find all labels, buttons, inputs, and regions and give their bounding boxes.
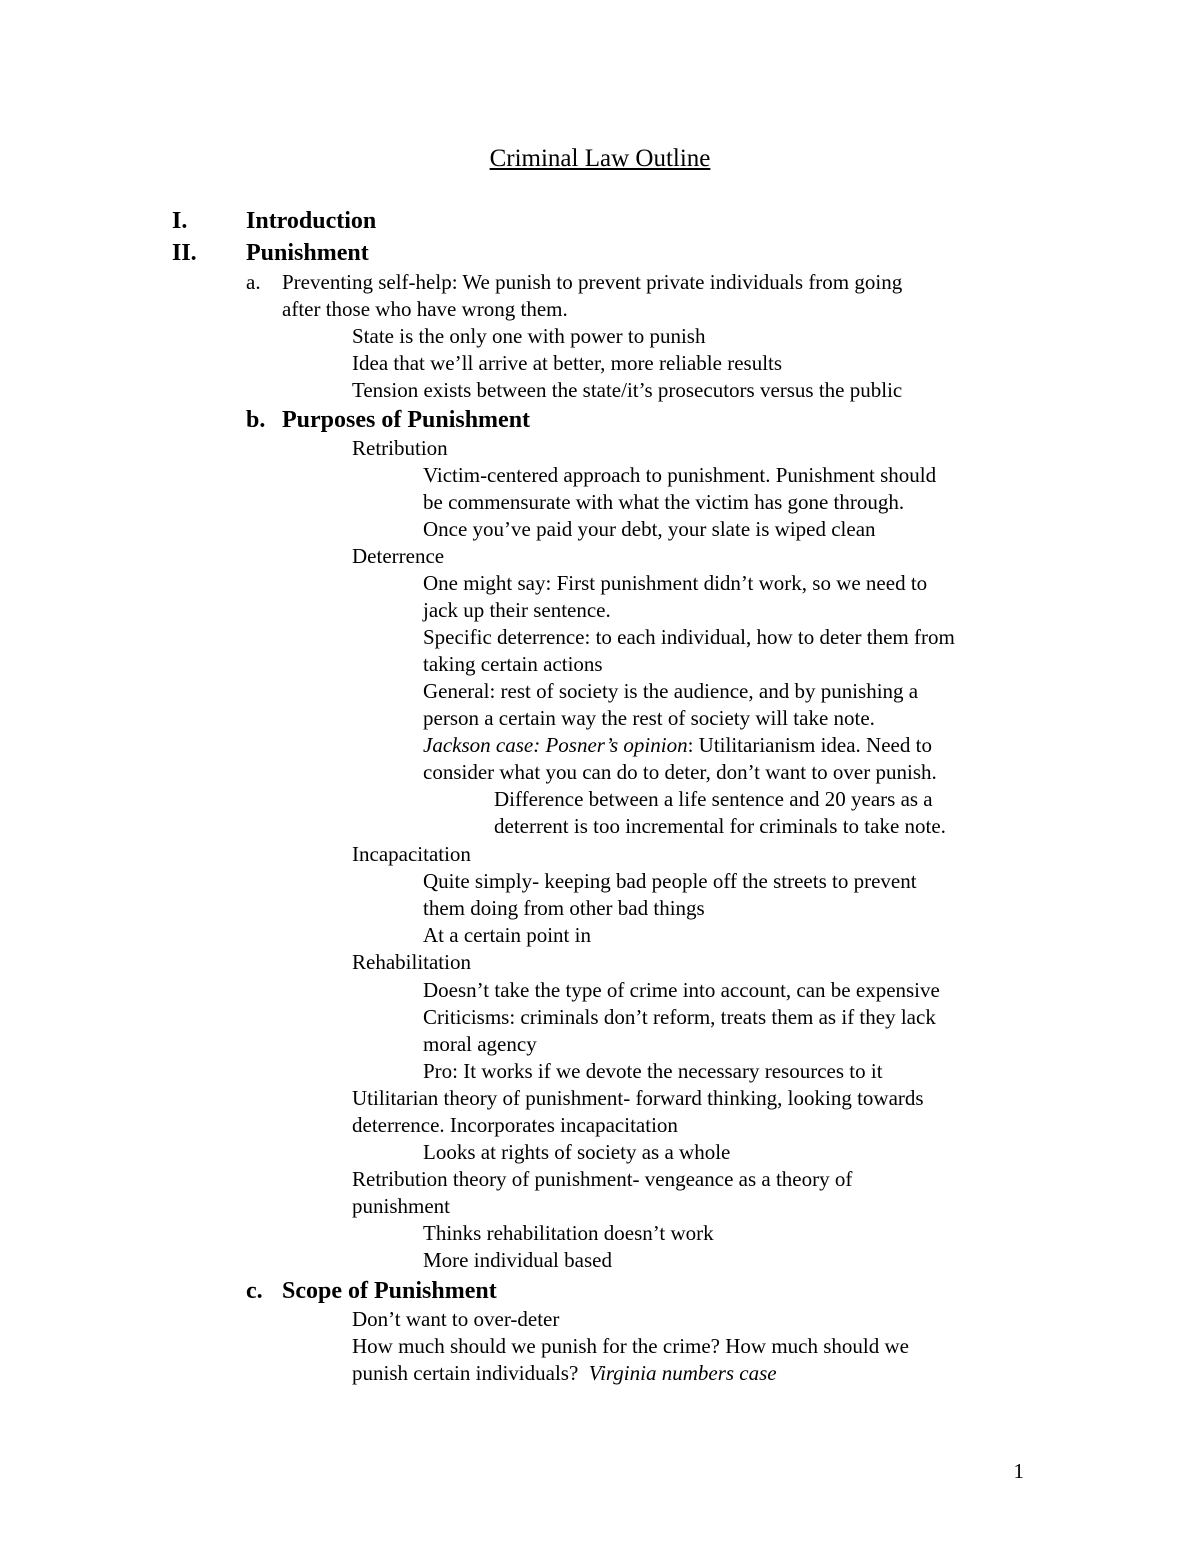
incapacitation-sub-1-line-2: them doing from other bad things xyxy=(423,896,705,920)
deterrence-sub-2-line-2: taking certain actions xyxy=(423,652,603,676)
deterrence-sub-3-line-2: person a certain way the rest of society will take note. xyxy=(423,706,875,730)
document-page: Criminal Law Outline I. Introduction II. Punishment a. Preventing self-help: We punish to prevent private individuals from going after those who have wrong them. State is the only one with power to punish Idea that we’ll arrive at better, more reliable results Tension exists between the state/it’s prosecutors versus the public b. Purposes of Punishment Retribution Victim-centered approach to punishment. Punishment should be commensurate with what the victim has gone through. Once you’ve paid your debt, your slate is wiped clean Deterrence One might say: First punishment didn’t work, so we need to jack up their sentence. Specific deterrence: to each individual, how to deter them from taking certain actions General: rest of society is the audience, and by punishing a person a certain way the rest of society will take note. Jackson case: Posner’s opinion: Utilitarianism idea. Need to consider what you can do to deter, don’t want to over punish. Difference between a life sentence and 20 years as a deterrent is too incremental for criminals to take note. Incapacitation Quite simply- keeping bad people off the streets to prevent them doing from other bad things At a certain point in Rehabilitation Doesn’t take the type of crime into account, can be expensive Criticisms: criminals don’t reform, treats them as if they lack moral agency Pro: It works if we devote the necessary resources to it Utilitarian theory of punishment- forward thinking, looking towards deterrence. Incorporates incapacitation Looks at rights of society as a whole Retribution theory of punishment- vengeance as a theory of punishment Thinks rehabilitation doesn’t work More individual based c. Scope of Punishment Don’t want to over-deter How much should we punish for the crime? How much should we punish certain individuals? Virginia numbers case 1 xyxy=(0,0,1200,1553)
page-title: Criminal Law Outline xyxy=(489,145,711,172)
roman-marker: II. xyxy=(172,240,197,266)
rehabilitation-sub-2-line-2: moral agency xyxy=(423,1032,537,1056)
page-number: 1 xyxy=(1013,1459,1024,1483)
letter-marker: c. xyxy=(246,1278,263,1304)
case-citation: Virginia numbers case xyxy=(588,1361,777,1385)
retribution-sub-1-line-2: be commensurate with what the victim has gone through. xyxy=(423,490,905,514)
letter-marker: a. xyxy=(246,270,261,294)
roman-marker: I. xyxy=(172,208,188,234)
part-a-line-2: after those who have wrong them. xyxy=(282,297,568,321)
section-heading: Punishment xyxy=(246,240,369,266)
utilitarian-line-2: deterrence. Incorporates incapacitation xyxy=(352,1113,678,1137)
deterrence-sub-4-line-2: consider what you can do to deter, don’t want to over punish. xyxy=(423,760,937,784)
letter-marker: b. xyxy=(246,407,266,433)
deterrence-sub-4-a-line-2: deterrent is too incremental for criminals to take note. xyxy=(494,814,946,838)
retribution-theory-line-2: punishment xyxy=(352,1194,450,1218)
deterrence-sub-1-line-2: jack up their sentence. xyxy=(423,598,611,622)
section-heading: Introduction xyxy=(246,208,377,234)
scope-item-ii-line-2: punish certain individuals? Virginia numbers case xyxy=(352,1361,777,1385)
case-citation: Jackson case: Posner’s opinion xyxy=(423,733,688,757)
